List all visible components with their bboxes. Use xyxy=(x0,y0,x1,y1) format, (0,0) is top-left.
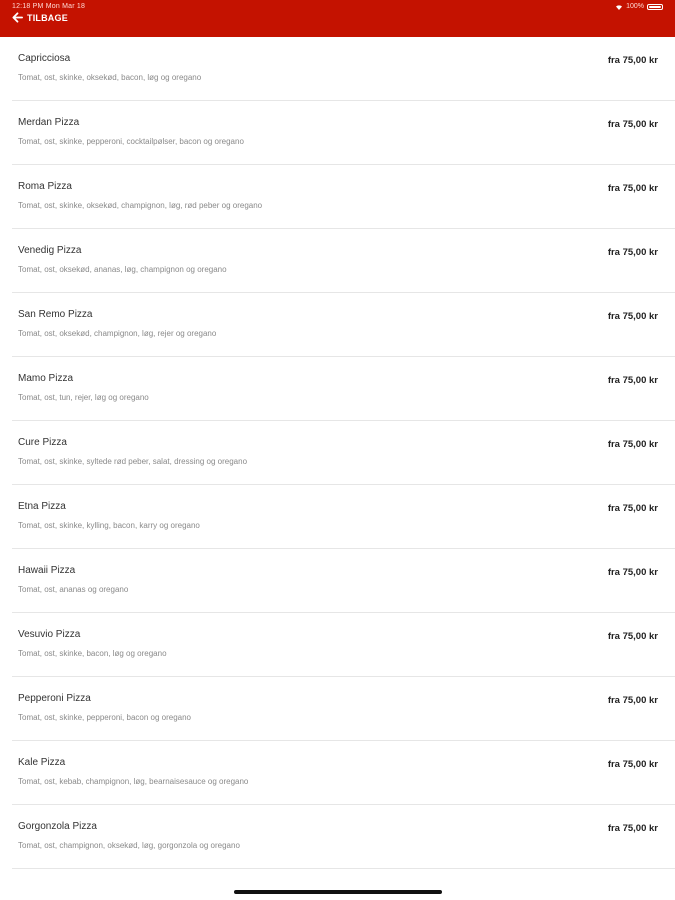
item-price: fra 75,00 kr xyxy=(607,439,658,450)
item-description: Tomat, ost, skinke, kylling, bacon, karry og oregano xyxy=(18,521,200,530)
item-description: Tomat, ost, skinke, oksekød, champignon, løg, rød peber og oregano xyxy=(18,201,263,210)
app-header xyxy=(0,0,675,37)
item-price: fra 75,00 kr xyxy=(607,503,658,514)
list-item[interactable] xyxy=(12,421,675,485)
item-description: Tomat, ost, tun, rejer, løg og oregano xyxy=(18,393,149,402)
item-name: Pepperoni Pizza xyxy=(18,693,91,704)
list-item[interactable] xyxy=(12,101,675,165)
pizza-menu-list xyxy=(12,37,675,869)
item-description: Tomat, ost, skinke, pepperoni, bacon og oregano xyxy=(18,713,191,722)
item-description: Tomat, ost, skinke, bacon, løg og oregano xyxy=(18,649,167,658)
item-price: fra 75,00 kr xyxy=(607,119,658,130)
item-description: Tomat, ost, skinke, syltede rød peber, salat, dressing og oregano xyxy=(18,457,248,466)
battery-icon xyxy=(647,4,663,10)
item-description: Tomat, ost, ananas og oregano xyxy=(18,585,129,594)
item-name: Merdan Pizza xyxy=(18,117,80,128)
list-item[interactable] xyxy=(12,229,675,293)
list-item[interactable] xyxy=(12,805,675,869)
item-description: Tomat, ost, champignon, oksekød, løg, gorgonzola og oregano xyxy=(18,841,240,850)
list-item[interactable] xyxy=(12,293,675,357)
list-item[interactable] xyxy=(12,549,675,613)
item-description: Tomat, ost, skinke, oksekød, bacon, løg og oregano xyxy=(18,73,202,82)
wifi-icon xyxy=(615,4,623,10)
item-name: Vesuvio Pizza xyxy=(18,629,81,640)
item-name: Mamo Pizza xyxy=(18,373,74,384)
list-item[interactable] xyxy=(12,613,675,677)
item-price: fra 75,00 kr xyxy=(607,631,658,642)
list-item[interactable] xyxy=(12,165,675,229)
item-price: fra 75,00 kr xyxy=(607,375,658,386)
item-name: San Remo Pizza xyxy=(18,309,93,320)
item-price: fra 75,00 kr xyxy=(607,55,658,66)
list-item[interactable] xyxy=(12,741,675,805)
item-description: Tomat, ost, skinke, pepperoni, cocktailpølser, bacon og oregano xyxy=(18,137,244,146)
item-price: fra 75,00 kr xyxy=(607,311,658,322)
back-arrow-icon xyxy=(12,12,23,23)
item-price: fra 75,00 kr xyxy=(607,759,658,770)
list-item[interactable] xyxy=(12,37,675,101)
item-name: Etna Pizza xyxy=(18,501,66,512)
status-time: 12:18 PM Mon Mar 18 xyxy=(12,3,86,10)
item-price: fra 75,00 kr xyxy=(607,247,658,258)
home-indicator[interactable] xyxy=(234,890,442,894)
item-description: Tomat, ost, oksekød, champignon, løg, rejer og oregano xyxy=(18,329,217,338)
item-name: Cure Pizza xyxy=(18,437,67,448)
list-item[interactable] xyxy=(12,485,675,549)
status-indicators xyxy=(615,3,663,10)
item-name: Kale Pizza xyxy=(18,757,66,768)
list-item[interactable] xyxy=(12,357,675,421)
item-price: fra 75,00 kr xyxy=(607,695,658,706)
back-button[interactable] xyxy=(12,12,68,23)
item-name: Venedig Pizza xyxy=(18,245,82,256)
item-name: Capricciosa xyxy=(18,53,71,64)
battery-percent: 100% xyxy=(626,3,644,10)
item-description: Tomat, ost, oksekød, ananas, løg, champignon og oregano xyxy=(18,265,227,274)
item-name: Hawaii Pizza xyxy=(18,565,76,576)
list-item[interactable] xyxy=(12,677,675,741)
item-name: Gorgonzola Pizza xyxy=(18,821,97,832)
item-name: Roma Pizza xyxy=(18,181,72,192)
back-label: TILBAGE xyxy=(27,12,68,23)
item-price: fra 75,00 kr xyxy=(607,567,658,578)
item-price: fra 75,00 kr xyxy=(607,183,658,194)
item-price: fra 75,00 kr xyxy=(607,823,658,834)
item-description: Tomat, ost, kebab, champignon, løg, bearnaisesauce og oregano xyxy=(18,777,249,786)
